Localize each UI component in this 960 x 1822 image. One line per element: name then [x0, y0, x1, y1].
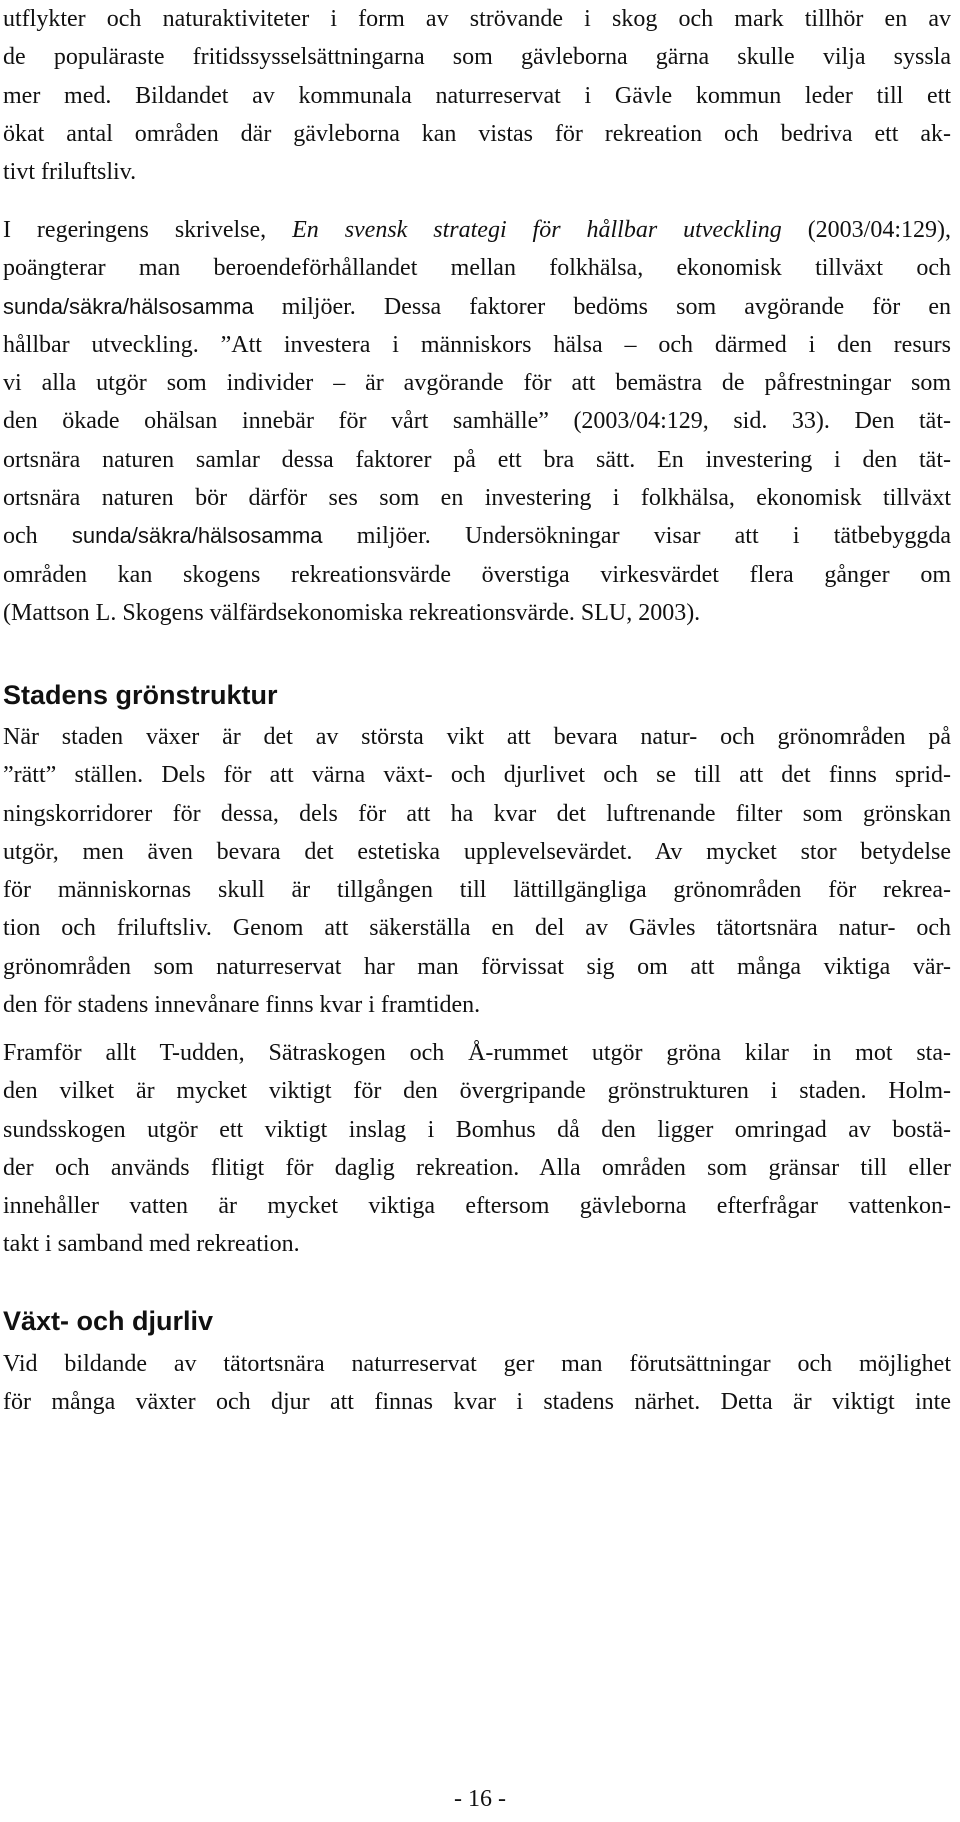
text-line: den vilket är mycket viktigt för den övergripande grönstrukturen i staden. Holm-: [3, 1078, 951, 1105]
text-line: mer med. Bildandet av kommunala naturreservat i Gävle kommun leder till ett: [3, 82, 951, 109]
text-line: de populäraste fritidssysselsättningarna som gävleborna gärna skulle vilja syssla: [3, 44, 951, 71]
text-line: ningskorridorer för dessa, dels för att ha kvar det luftrenande filter som grönskan: [3, 800, 951, 827]
paragraph-government-strategy: [3, 211, 951, 632]
paragraph-intro-continued: [3, 0, 951, 191]
text-line: Vid bildande av tätortsnära naturreservat ger man förutsättningar och möjlighet: [3, 1351, 951, 1377]
text-line: ”rätt” ställen. Dels för att värna växt- och djurlivet och se till att det finns sprid-: [3, 762, 951, 789]
text-line: [3, 288, 951, 326]
text-line: [3, 211, 951, 249]
text-line: ökat antal områden där gävleborna kan vistas för rekreation och bedriva ett ak-: [3, 120, 951, 147]
text-line: sundsskogen utgör ett viktigt inslag i Bomhus då den ligger omringad av bostä-: [3, 1116, 951, 1143]
text-line: utgör, men även bevara det estetiska upplevelsevärdet. Av mycket stor betydelse: [3, 838, 951, 865]
text-run: miljöer. Undersökningar visar att i tätbebyggda: [356, 523, 951, 550]
text-line: ortsnära naturen bör därför ses som en investering i folkhälsa, ekonomisk tillväxt: [3, 485, 951, 512]
text-run: och: [3, 523, 38, 550]
text-line: den ökade ohälsan innebär för vårt samhälle” (2003/04:129, sid. 33). Den tät-: [3, 408, 951, 435]
section-heading-green-structure: Stadens grönstruktur: [3, 680, 278, 710]
text-line: [3, 517, 951, 555]
text-line: för många växter och djur att finnas kvar i stadens närhet. Detta är viktigt inte: [3, 1389, 951, 1416]
text-line: poängterar man beroendeförhållandet mellan folkhälsa, ekonomisk tillväxt och: [3, 255, 951, 282]
text-line: grönområden som naturreservat har man förvissat sig om att många viktiga vär-: [3, 953, 951, 980]
paragraph-green-wedges: [3, 1034, 951, 1264]
paragraph-flora-fauna: [3, 1345, 951, 1422]
text-line: den för stadens innevånare finns kvar i framtiden.: [3, 992, 481, 1019]
text-line: vi alla utgör som individer – är avgörande för att bemästra de påfrestningar som: [3, 370, 951, 397]
text-line: Framför allt T-udden, Sätraskogen och Å-rummet utgör gröna kilar in mot sta-: [3, 1040, 951, 1066]
text-line: utflykter och naturaktiviteter i form av strövande i skog och mark tillhör en av: [3, 6, 951, 32]
text-line: der och används flitigt för daglig rekreation. Alla områden som gränsar till eller: [3, 1154, 951, 1181]
text-run: I regeringens skrivelse,: [3, 217, 267, 243]
text-run: (2003/04:129),: [807, 217, 952, 243]
text-line: takt i samband med rekreation.: [3, 1231, 300, 1258]
text-run-sans: sunda/säkra/hälsosamma: [71, 523, 323, 549]
text-line: för människornas skull är tillgången till lättillgängliga grönområden för rekrea-: [3, 877, 951, 904]
text-line: När staden växer är det av största vikt att bevara natur- och grönområden på: [3, 724, 951, 750]
paragraph-green-structure: [3, 718, 951, 1024]
text-run: miljöer. Dessa faktorer bedöms som avgörande för en: [281, 293, 952, 320]
text-line: tion och friluftsliv. Genom att säkerställa en del av Gävles tätortsnära natur- och: [3, 915, 951, 942]
section-heading-flora-fauna: Växt- och djurliv: [3, 1306, 214, 1336]
text-line: innehåller vatten är mycket viktiga eftersom gävleborna efterfrågar vattenkon-: [3, 1193, 951, 1220]
text-run-sans: sunda/säkra/hälsosamma: [3, 293, 254, 319]
text-line: tivt friluftsliv.: [3, 159, 137, 186]
document-title-italic: En svensk strategi för hållbar utveckling: [292, 217, 782, 243]
text-line: ortsnära naturen samlar dessa faktorer på ett bra sätt. En investering i den tät-: [3, 446, 951, 473]
text-line: områden kan skogens rekreationsvärde överstiga virkesvärdet flera gånger om: [3, 561, 951, 588]
text-line: (Mattson L. Skogens välfärdsekonomiska rekreationsvärde. SLU, 2003).: [3, 599, 701, 626]
text-line: hållbar utveckling. ”Att investera i människors hälsa – och därmed i den resurs: [3, 331, 951, 358]
page-number: - 16 -: [454, 1786, 506, 1812]
